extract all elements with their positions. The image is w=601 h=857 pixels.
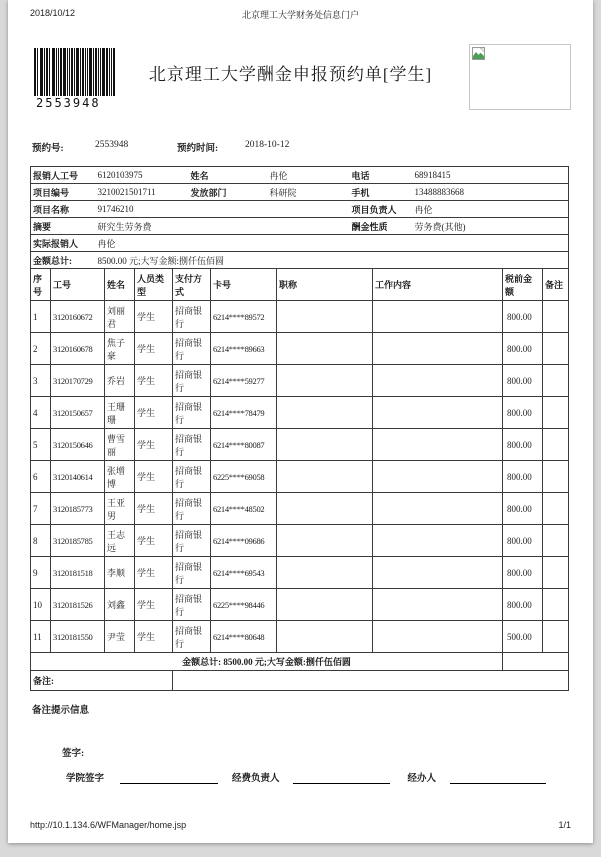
- table-cell: [543, 333, 569, 365]
- table-cell: 张增博: [105, 461, 135, 493]
- info-value: 8500.00 元;大写金额:捌仟伍佰圆: [97, 255, 225, 266]
- table-cell: 招商银行: [173, 557, 211, 589]
- table-cell: [277, 429, 373, 461]
- document-header: [30, 44, 571, 122]
- table-cell: [373, 365, 503, 397]
- table-cell: 曹雪丽: [105, 429, 135, 461]
- page-number: 1/1: [558, 820, 571, 830]
- column-header: 卡号: [211, 269, 277, 301]
- info-label: 电话: [351, 170, 370, 181]
- table-cell: [543, 525, 569, 557]
- table-cell: 800.00: [503, 461, 543, 493]
- table-cell: 3120150646: [51, 429, 105, 461]
- info-label: 酬金性质: [351, 221, 388, 232]
- info-row: [31, 184, 569, 201]
- barcode-bars-icon: [34, 48, 116, 96]
- table-cell: [543, 493, 569, 525]
- table-cell: 学生: [135, 333, 173, 365]
- table-cell: 3120181526: [51, 589, 105, 621]
- table-row: [31, 461, 569, 493]
- print-header: [8, 0, 593, 22]
- barcode: [34, 48, 120, 110]
- table-cell: 招商银行: [173, 397, 211, 429]
- table-cell: 3120185773: [51, 493, 105, 525]
- info-value: 冉伦: [414, 204, 433, 215]
- total-row: [31, 653, 569, 671]
- table-cell: 尹莹: [105, 621, 135, 653]
- table-cell: 3120150657: [51, 397, 105, 429]
- info-value: 6120103975: [97, 170, 143, 180]
- table-cell: 招商银行: [173, 365, 211, 397]
- table-cell: 6214****89663: [211, 333, 277, 365]
- table-cell: 招商银行: [173, 493, 211, 525]
- info-table: [30, 166, 569, 269]
- table-cell: 学生: [135, 493, 173, 525]
- table-cell: 6214****89572: [211, 301, 277, 333]
- info-label: 发放部门: [190, 187, 227, 198]
- form-content: [8, 44, 593, 786]
- table-cell: 学生: [135, 589, 173, 621]
- table-cell: [277, 461, 373, 493]
- info-row: [31, 235, 569, 252]
- column-header: 工号: [51, 269, 105, 301]
- signature-section-label: 签字:: [62, 749, 85, 759]
- info-value: 科研院: [269, 187, 297, 198]
- column-header: 支付方式: [173, 269, 211, 301]
- table-cell: 学生: [135, 429, 173, 461]
- table-cell: [373, 301, 503, 333]
- table-cell: [373, 429, 503, 461]
- table-cell: [543, 301, 569, 333]
- info-row: [31, 252, 569, 269]
- table-cell: [543, 621, 569, 653]
- table-cell: 学生: [135, 365, 173, 397]
- total-label: 金额总计:: [182, 657, 222, 667]
- empty-cell: [503, 653, 569, 671]
- table-cell: 6214****80087: [211, 429, 277, 461]
- table-cell: 800.00: [503, 557, 543, 589]
- table-row: [31, 365, 569, 397]
- info-value: 劳务费(其他): [414, 221, 466, 232]
- info-label: 报销人工号: [33, 170, 79, 181]
- table-cell: 6214****80648: [211, 621, 277, 653]
- notes-hint-label: 备注提示信息: [32, 706, 90, 716]
- reservation-time-label: 预约时间:: [177, 144, 219, 154]
- column-header: 姓名: [105, 269, 135, 301]
- document-page: [8, 0, 593, 843]
- payees-table: [30, 268, 569, 691]
- table-cell: 3: [31, 365, 51, 397]
- table-cell: 3120185785: [51, 525, 105, 557]
- table-cell: 800.00: [503, 589, 543, 621]
- table-cell: 招商银行: [173, 429, 211, 461]
- info-value: 3210021501711: [97, 187, 156, 197]
- handler-sign-line: [450, 772, 546, 784]
- table-row: [31, 429, 569, 461]
- table-cell: [277, 493, 373, 525]
- table-cell: 800.00: [503, 397, 543, 429]
- table-cell: 6214****48502: [211, 493, 277, 525]
- info-label: 实际报销人: [33, 238, 79, 249]
- table-cell: 王珊珊: [105, 397, 135, 429]
- table-cell: 招商银行: [173, 621, 211, 653]
- info-label: 项目编号: [33, 187, 70, 198]
- table-cell: 学生: [135, 397, 173, 429]
- table-cell: 招商银行: [173, 525, 211, 557]
- table-cell: 招商银行: [173, 333, 211, 365]
- table-cell: 学生: [135, 557, 173, 589]
- table-cell: 8: [31, 525, 51, 557]
- table-row: [31, 525, 569, 557]
- table-cell: 学生: [135, 621, 173, 653]
- table-row: [31, 589, 569, 621]
- handler-label: 经办人: [407, 774, 437, 784]
- table-cell: [373, 333, 503, 365]
- table-cell: 6225****69058: [211, 461, 277, 493]
- column-header: 职称: [277, 269, 373, 301]
- reservation-no-value: 2553948: [95, 140, 129, 150]
- table-cell: 王志远: [105, 525, 135, 557]
- table-cell: [543, 557, 569, 589]
- info-label: 摘要: [33, 221, 52, 232]
- table-row: [31, 493, 569, 525]
- total-value: 8500.00 元;大写金额:捌仟伍佰圆: [223, 657, 351, 667]
- info-label: 手机: [351, 187, 370, 198]
- info-value: 68918415: [414, 170, 451, 180]
- table-cell: 6214****69543: [211, 557, 277, 589]
- funds-owner-label: 经费负责人: [232, 774, 280, 784]
- total-cell: [31, 653, 503, 671]
- table-cell: 3120140614: [51, 461, 105, 493]
- college-sign-label: 学院签字: [66, 774, 105, 784]
- table-cell: 4: [31, 397, 51, 429]
- column-header: 人员类型: [135, 269, 173, 301]
- table-cell: 10: [31, 589, 51, 621]
- column-header: 序号: [31, 269, 51, 301]
- table-cell: 3120181550: [51, 621, 105, 653]
- reservation-time-value: 2018-10-12: [245, 140, 290, 150]
- table-cell: 6225****98446: [211, 589, 277, 621]
- info-value: 冉伦: [97, 238, 116, 249]
- table-cell: 800.00: [503, 429, 543, 461]
- table-cell: [277, 557, 373, 589]
- table-cell: [373, 461, 503, 493]
- table-cell: [373, 493, 503, 525]
- print-footer: [30, 820, 571, 830]
- signature-fields: [30, 770, 571, 786]
- table-cell: [373, 525, 503, 557]
- table-cell: [373, 589, 503, 621]
- table-cell: [373, 557, 503, 589]
- table-cell: 500.00: [503, 621, 543, 653]
- table-cell: 800.00: [503, 333, 543, 365]
- table-cell: 6214****78479: [211, 397, 277, 429]
- table-cell: 招商银行: [173, 589, 211, 621]
- table-cell: [373, 397, 503, 429]
- info-value: 13488883668: [414, 187, 464, 197]
- table-cell: 刘丽君: [105, 301, 135, 333]
- table-cell: [543, 461, 569, 493]
- portal-title: 北京理工大学财务处信息门户: [241, 10, 359, 20]
- broken-image-placeholder: [469, 44, 571, 110]
- table-row: [31, 557, 569, 589]
- table-cell: 6214****59277: [211, 365, 277, 397]
- table-cell: 乔岩: [105, 365, 135, 397]
- table-cell: [543, 589, 569, 621]
- column-header: 备注: [543, 269, 569, 301]
- funds-owner-sign-line: [293, 772, 390, 784]
- table-cell: 7: [31, 493, 51, 525]
- table-cell: 2: [31, 333, 51, 365]
- remark-label: 备注:: [31, 671, 173, 691]
- table-row: [31, 621, 569, 653]
- form-title: 北京理工大学酬金申报预约单[学生]: [148, 65, 433, 84]
- table-cell: 5: [31, 429, 51, 461]
- table-cell: 800.00: [503, 301, 543, 333]
- info-value: 研究生劳务费: [97, 221, 152, 232]
- info-value: 91746210: [97, 204, 134, 214]
- table-row: [31, 397, 569, 429]
- column-header: 税前金额: [503, 269, 543, 301]
- table-cell: 800.00: [503, 493, 543, 525]
- reservation-no-label: 预约号:: [32, 144, 64, 154]
- table-cell: [373, 621, 503, 653]
- table-cell: 焦子豪: [105, 333, 135, 365]
- table-cell: 9: [31, 557, 51, 589]
- table-cell: 11: [31, 621, 51, 653]
- table-cell: [277, 589, 373, 621]
- table-cell: [277, 525, 373, 557]
- info-value: 冉伦: [269, 170, 288, 181]
- print-url: http://10.1.134.6/WFManager/home.jsp: [30, 820, 187, 830]
- table-cell: [543, 365, 569, 397]
- table-cell: 学生: [135, 461, 173, 493]
- table-header-row: [31, 269, 569, 301]
- table-cell: 800.00: [503, 525, 543, 557]
- table-cell: [277, 365, 373, 397]
- info-row: [31, 167, 569, 184]
- info-label: 金额总计:: [33, 255, 72, 266]
- broken-image-icon: [472, 47, 485, 60]
- table-cell: [277, 333, 373, 365]
- remark-row: [31, 671, 569, 691]
- barcode-value: 2553948: [36, 96, 101, 110]
- table-cell: 学生: [135, 301, 173, 333]
- table-cell: 招商银行: [173, 461, 211, 493]
- table-cell: 800.00: [503, 365, 543, 397]
- table-cell: 3120170729: [51, 365, 105, 397]
- table-row: [31, 333, 569, 365]
- table-cell: 刘鑫: [105, 589, 135, 621]
- table-row: [31, 301, 569, 333]
- table-cell: 3120160672: [51, 301, 105, 333]
- info-label: 项目名称: [33, 204, 70, 215]
- table-cell: [277, 301, 373, 333]
- college-sign-line: [120, 772, 218, 784]
- table-cell: 3120181518: [51, 557, 105, 589]
- info-label: 姓名: [190, 170, 209, 181]
- table-cell: [277, 621, 373, 653]
- print-date: 2018/10/12: [30, 8, 76, 18]
- column-header: 工作内容: [373, 269, 503, 301]
- table-cell: 王亚男: [105, 493, 135, 525]
- table-cell: 6214****09686: [211, 525, 277, 557]
- table-cell: 李顺: [105, 557, 135, 589]
- info-row: [31, 201, 569, 218]
- remark-value: [173, 671, 569, 691]
- table-cell: [543, 397, 569, 429]
- table-cell: 1: [31, 301, 51, 333]
- table-cell: 3120160678: [51, 333, 105, 365]
- info-label: 项目负责人: [351, 204, 397, 215]
- table-cell: 招商银行: [173, 301, 211, 333]
- table-cell: 6: [31, 461, 51, 493]
- info-row: [31, 218, 569, 235]
- table-cell: [543, 429, 569, 461]
- table-cell: 学生: [135, 525, 173, 557]
- table-cell: [277, 397, 373, 429]
- reservation-row: [30, 140, 571, 154]
